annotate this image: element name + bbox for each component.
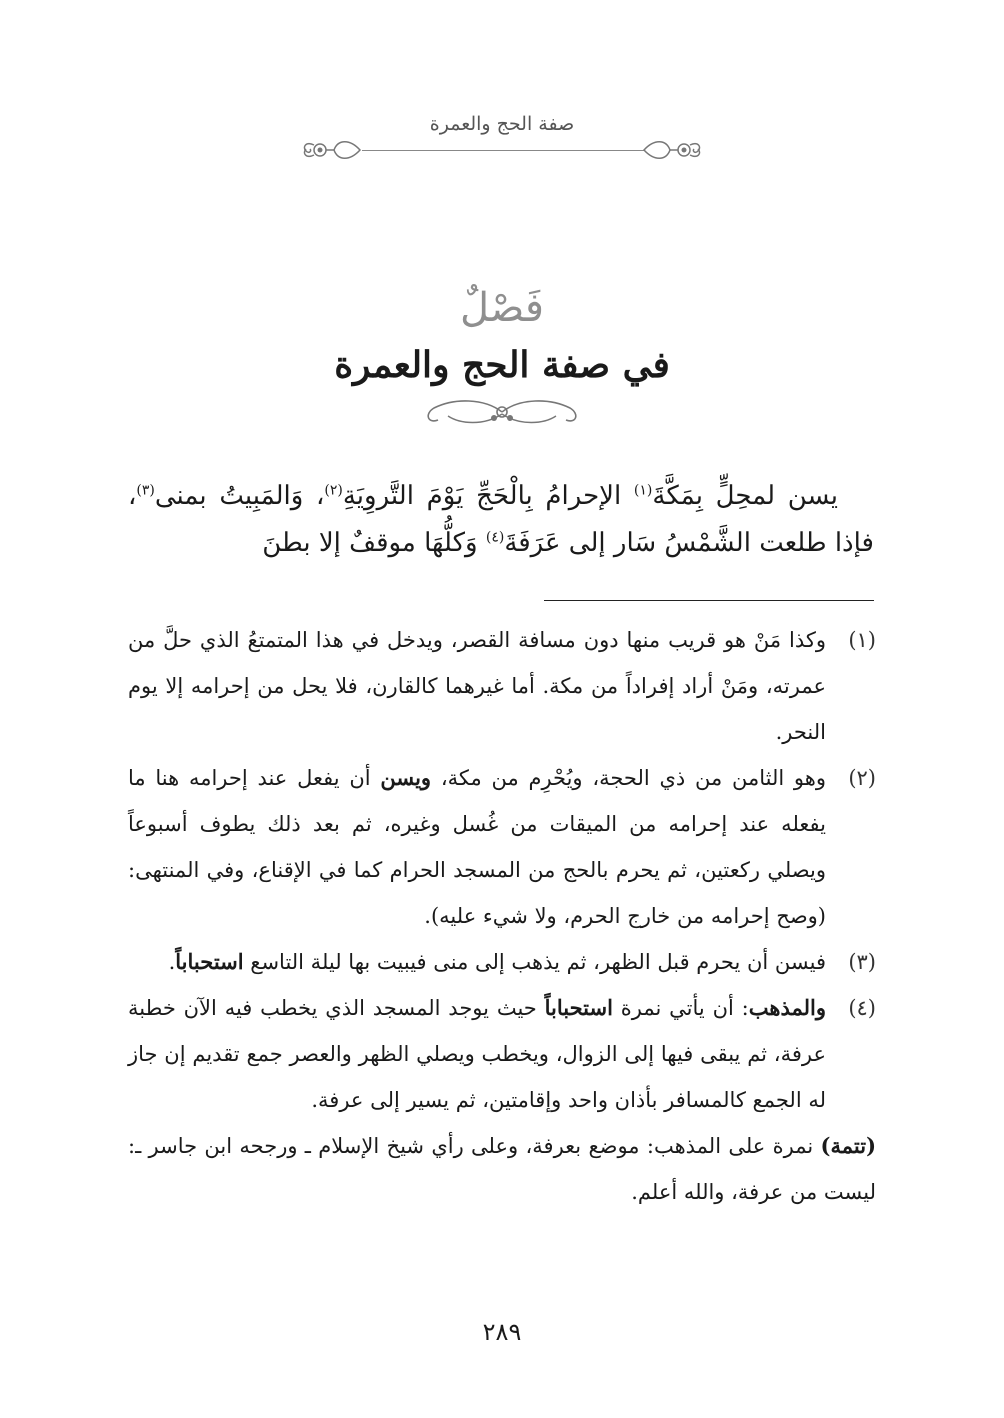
footnote-number: (٣) bbox=[848, 950, 876, 974]
main-text-segment: ، فإذا طلعت الشَّمْسُ سَار إلى عَرَفَةَ bbox=[128, 481, 874, 558]
chapter-label: فَصْلٌ bbox=[459, 285, 545, 331]
main-text bbox=[128, 473, 874, 567]
footnote-ref-4[interactable]: (٤) bbox=[485, 529, 505, 546]
header-ornament-left-icon bbox=[300, 137, 364, 163]
footnotes bbox=[128, 617, 876, 1215]
footnote-ref-1[interactable]: (١) bbox=[633, 482, 653, 499]
footnote-text-body: : أن يأتي نمرة bbox=[612, 996, 749, 1020]
footnote-ref-2[interactable]: (٢) bbox=[324, 482, 343, 499]
page-number: ٢٨٩ bbox=[482, 1318, 522, 1346]
footnote-2 bbox=[128, 755, 876, 939]
footnote-text bbox=[128, 617, 826, 755]
header-rule bbox=[362, 150, 644, 151]
footnote-text-body: أن يفعل عند إحرامه هنا ما يفعله عند إحرامه من الميقات من غُسل وغيره، ثم بعد ذلك يطوف أسبوعاً ويصلي ركعتين، ثم يحرم بالحج من المسجد الحرام كما في الإقناع، وفي المنتهى: (وصح إحرامه من خارج الحرم، ولا شيء عليه). bbox=[128, 766, 826, 928]
chapter-title: في صفة الحج والعمرة bbox=[334, 344, 670, 386]
footnote-text-body: وكذا مَنْ هو قريب منها دون مسافة القصر، ويدخل في هذا المتمتعُ الذي حلَّ من عمرته، ومَنْ أراد إفراداً من مكة. أما غيرهما كالقارن، فلا يحل من إحرامه إلا يوم النحر. bbox=[128, 628, 826, 744]
tatimma-label: (تتمة) bbox=[820, 1133, 876, 1158]
footnote-text bbox=[128, 755, 826, 939]
footnote-text-body: . bbox=[168, 950, 176, 974]
footnote-4 bbox=[128, 985, 876, 1123]
footnote-bold-term: ويسن bbox=[380, 765, 432, 790]
main-paragraph bbox=[128, 473, 874, 567]
footnote-text bbox=[128, 985, 826, 1123]
tatimma-note bbox=[128, 1123, 876, 1215]
running-title: صفة الحج والعمرة bbox=[429, 113, 575, 135]
header-ornament-right-icon bbox=[640, 137, 704, 163]
main-text-segment: يسن لمحِلٍّ بِمَكَّةَ bbox=[652, 481, 838, 511]
main-text-segment: ، وَالمَبِيتُ بمنى bbox=[154, 481, 325, 511]
footnote-separator bbox=[544, 600, 874, 601]
main-text-segment: وَكلُّهَا موقفٌ إلا بطنَ bbox=[262, 528, 486, 558]
footnote-number: (٢) bbox=[848, 766, 876, 790]
heading-ornament-icon bbox=[414, 394, 590, 430]
footnote-bold-term: استحباباً bbox=[544, 995, 613, 1020]
main-text-segment: الإحرامُ بِالْحَجِّ يَوْمَ التَّروِيَةِ bbox=[342, 481, 634, 511]
tatimma-text: نمرة على المذهب: موضع بعرفة، وعلى رأي شيخ الإسلام ـ ورجحه ابن جاسر ـ: ليست من عرفة، والله أعلم. bbox=[128, 1134, 876, 1204]
footnote-number: (١) bbox=[848, 628, 876, 652]
footnote-text-body: حيث يوجد المسجد الذي يخطب فيه الآن خطبة عرفة، ثم يبقى فيها إلى الزوال، ويخطب ويصلي الظهر والعصر جمع تقديم إن جاز له الجمع كالمسافر بأذان واحد وإقامتين، ثم يسير إلى عرفة. bbox=[128, 996, 826, 1112]
footnote-1 bbox=[128, 617, 876, 755]
footnote-ref-3[interactable]: (٣) bbox=[136, 482, 155, 499]
footnote-number: (٤) bbox=[848, 996, 876, 1020]
footnote-text-body: وهو الثامن من ذي الحجة، ويُحْرِم من مكة، bbox=[431, 766, 826, 790]
chapter-heading bbox=[0, 280, 1004, 430]
footnote-text bbox=[128, 939, 826, 985]
footnote-text-body: فيسن أن يحرم قبل الظهر، ثم يذهب إلى منى فيبيت بها ليلة التاسع bbox=[243, 950, 826, 974]
footnote-bold-term: والمذهب bbox=[748, 995, 826, 1020]
running-header bbox=[0, 110, 1004, 170]
footnote-bold-term: استحباباً bbox=[175, 949, 244, 974]
footnote-3 bbox=[128, 939, 876, 985]
